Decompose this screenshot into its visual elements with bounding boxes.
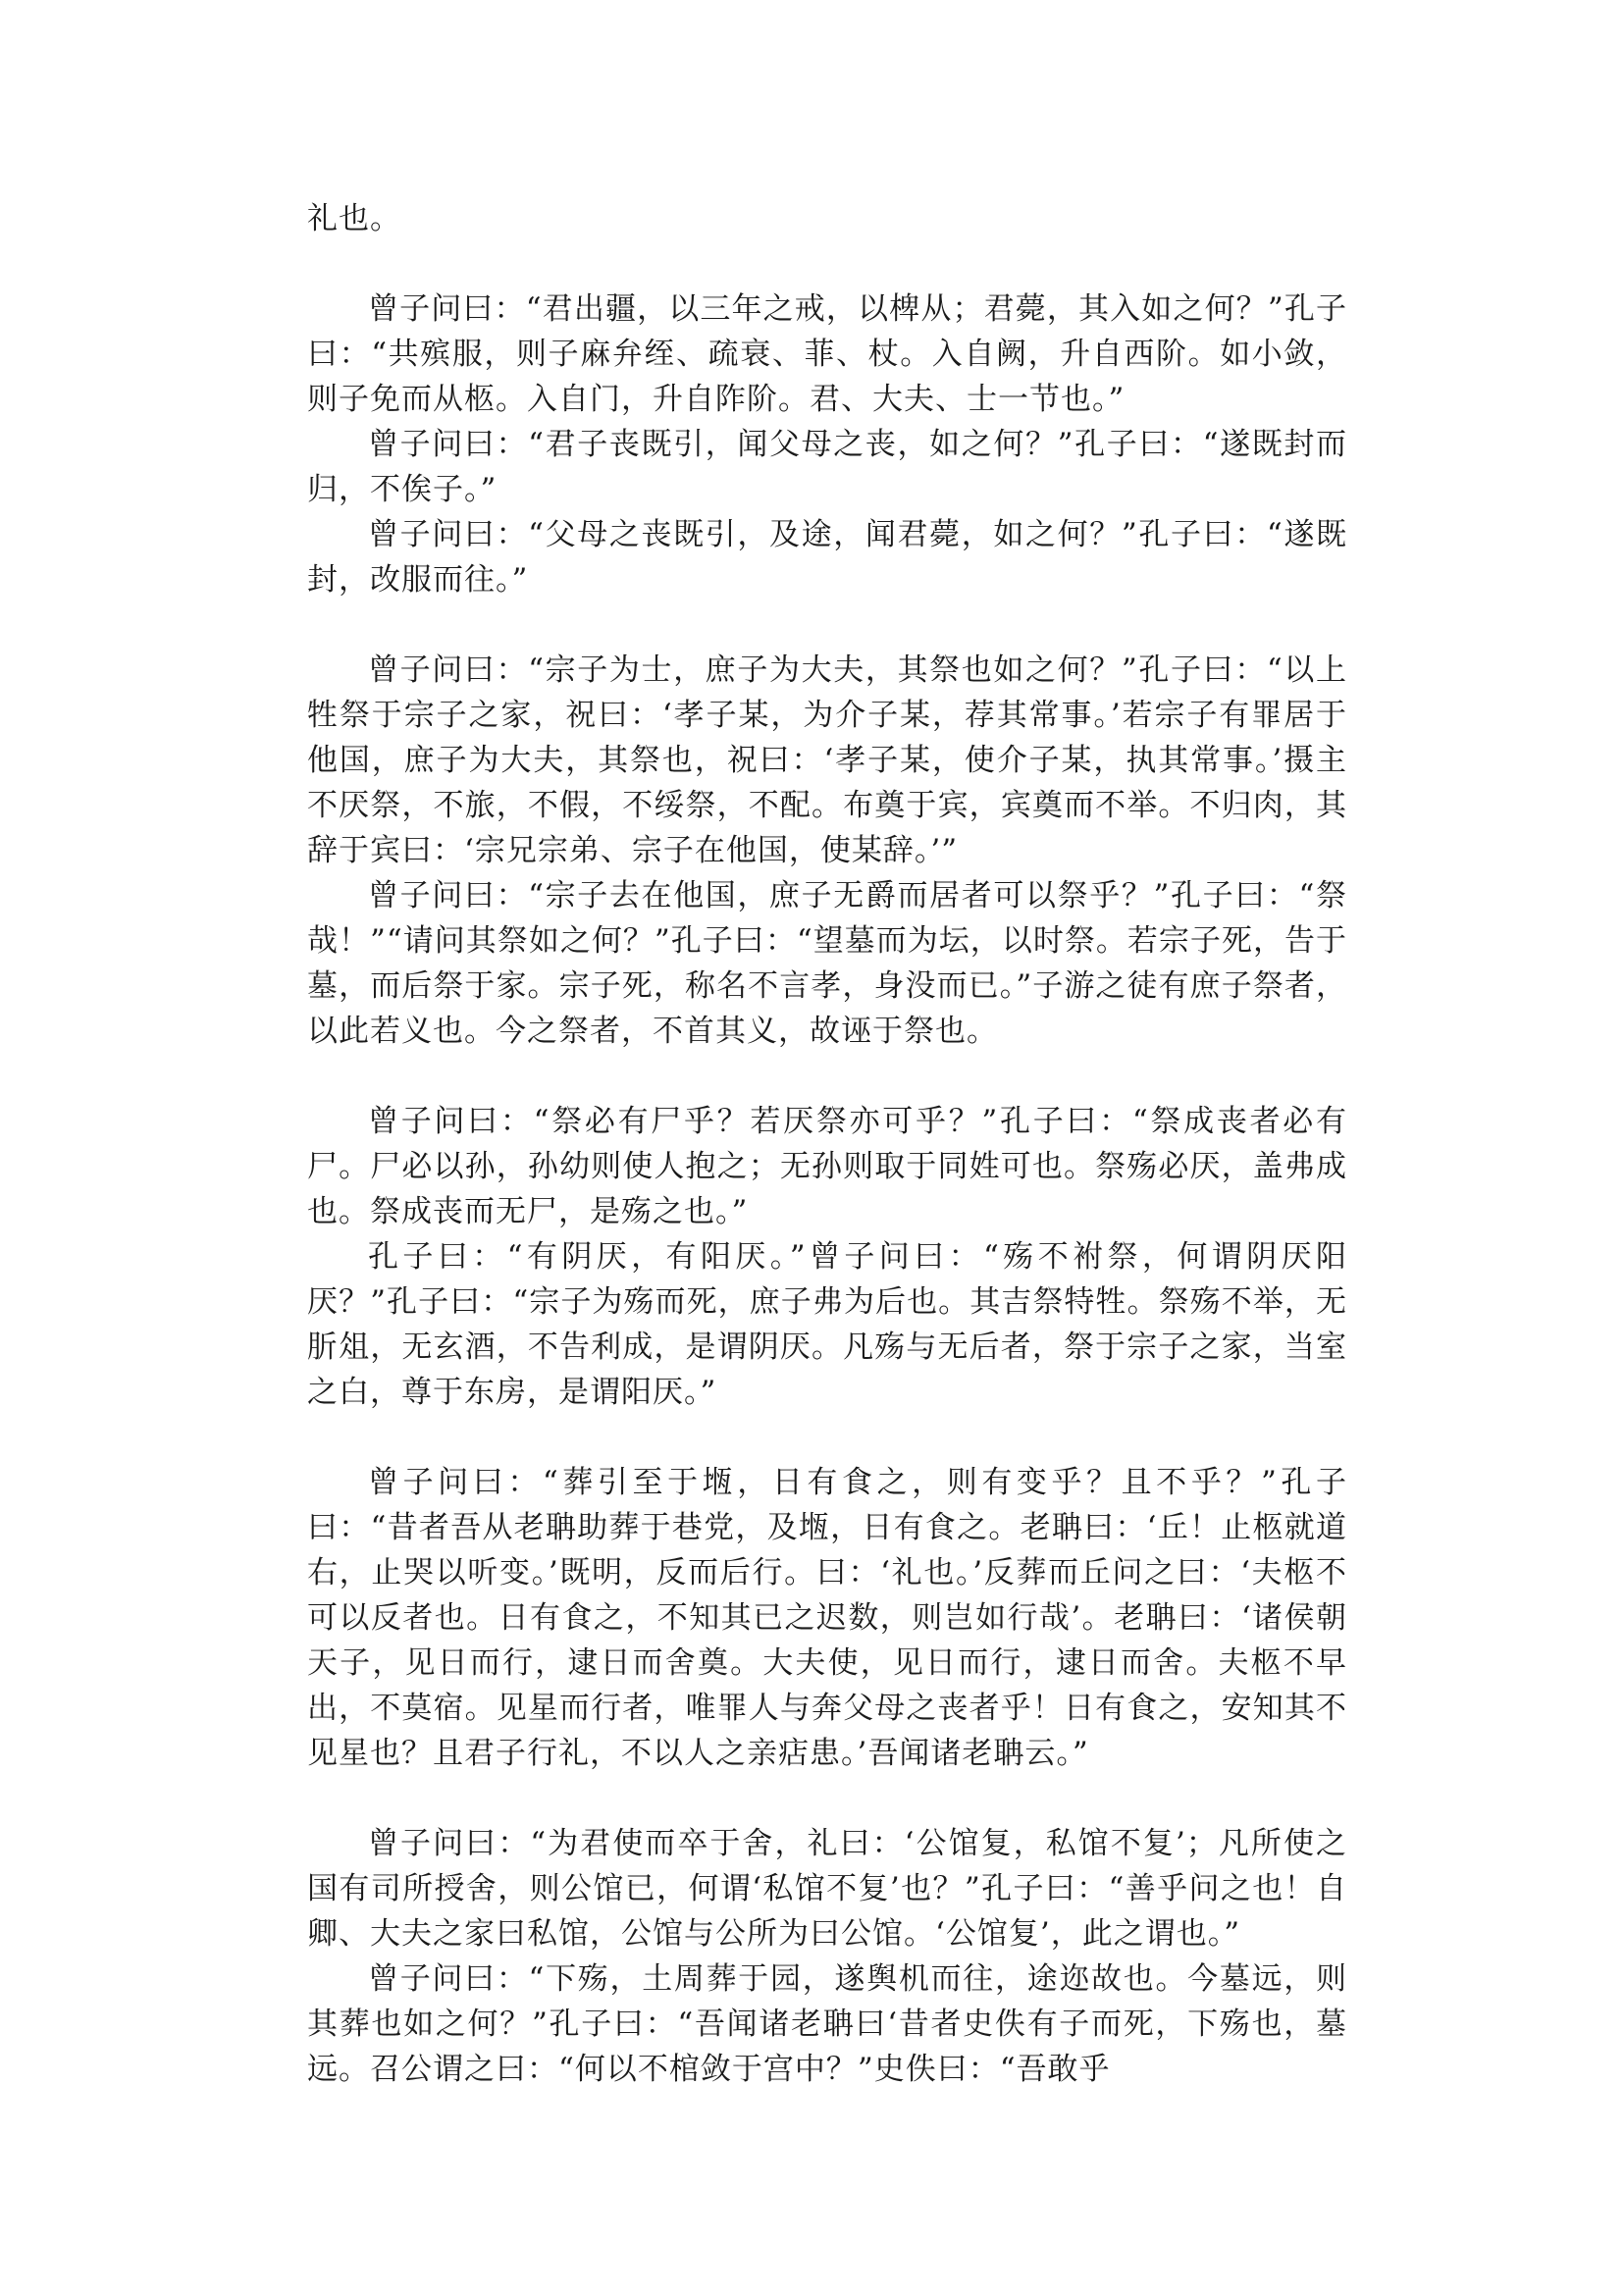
paragraph: 礼也。 xyxy=(307,201,401,236)
paragraph: 曾子问曰：“下殇，土周葬于园，遂舆机而往，途迩故也。今墓远，则其葬也如之何？”孔子曰：“吾闻诸老聃曰‘昔者史佚有子而死，下殇也，墓远。召公谓之曰：“何以不棺敛于宫中？”史佚曰：“吾敢乎 xyxy=(307,1961,1347,2087)
paragraph: 曾子问曰：“君出疆，以三年之戒，以椑从；君薨，其入如之何？”孔子曰：“共殡服，则子麻弁绖、疏衰、菲、杖。入自阙，升自西阶。如小敛，则子免而从柩。入自门，升自阼阶。君、大夫、士一节也。” xyxy=(307,291,1347,417)
paragraph: 曾子问曰：“宗子为士，庶子为大夫，其祭也如之何？”孔子曰：“以上牲祭于宗子之家，祝曰：‘孝子某，为介子某，荐其常事。’若宗子有罪居于他国，庶子为大夫，其祭也，祝曰：‘孝子某，使介子某，执其常事。’摄主不厌祭，不旅，不假，不绥祭，不配。布奠于宾，宾奠而不举。不归肉，其辞于宾曰：‘宗兄宗弟、宗子在他国，使某辞。’” xyxy=(307,652,1347,868)
paragraph-gap xyxy=(307,1415,1347,1460)
paragraph: 曾子问曰：“葬引至于堩，日有食之，则有变乎？且不乎？”孔子曰：“昔者吾从老聃助葬于巷党，及堩，日有食之。老聃曰：‘丘！止柩就道右，止哭以听变。’既明，反而后行。曰：‘礼也。’反葬而丘问之曰：‘夫柩不可以反者也。日有食之，不知其已之迟数，则岂如行哉’。老聃曰：‘诸侯朝天子，见日而行，逮日而舍奠。大夫使，见日而行，逮日而舍。夫柩不早出，不莫宿。见星而行者，唯罪人与奔父母之丧者乎！日有食之，安知其不见星也？且君子行礼，不以人之亲痁患。’吾闻诸老聃云。” xyxy=(307,1465,1347,1771)
paragraph: 曾子问曰：“君子丧既引，闻父母之丧，如之何？”孔子曰：“遂既封而归，不俟子。” xyxy=(307,427,1347,507)
paragraph-gap xyxy=(307,241,1347,287)
paragraph: 曾子问曰：“宗子去在他国，庶子无爵而居者可以祭乎？”孔子曰：“祭哉！”“请问其祭如之何？”孔子曰：“望墓而为坛，以时祭。若宗子死，告于墓，而后祭于家。宗子死，称名不言孝，身没而已。”子游之徒有庶子祭者，以此若义也。今之祭者，不首其义，故诬于祭也。 xyxy=(307,878,1347,1049)
paragraph-gap xyxy=(307,1776,1347,1821)
paragraph: 曾子问曰：“为君使而卒于舍，礼曰：‘公馆复，私馆不复’；凡所使之国有司所授舍，则公馆已，何谓‘私馆不复’也？”孔子曰：“善乎问之也！自卿、大夫之家曰私馆，公馆与公所为曰公馆。‘公馆复’，此之谓也。” xyxy=(307,1826,1347,1952)
paragraph-gap xyxy=(307,602,1347,648)
paragraph-gap xyxy=(307,1054,1347,1099)
document-body xyxy=(307,196,1347,2092)
paragraph: 曾子问曰：“父母之丧既引，及途，闻君薨，如之何？”孔子曰：“遂既封，改服而往。” xyxy=(307,517,1347,598)
paragraph: 曾子问曰：“祭必有尸乎？若厌祭亦可乎？”孔子曰：“祭成丧者必有尸。尸必以孙，孙幼则使人抱之；无孙则取于同姓可也。祭殇必厌，盖弗成也。祭成丧而无尸，是殇之也。” xyxy=(307,1104,1347,1229)
paragraph: 孔子曰：“有阴厌，有阳厌。”曾子问曰：“殇不袝祭，何谓阴厌阳厌？”孔子曰：“宗子为殇而死，庶子弗为后也。其吉祭特牲。祭殇不举，无肵俎，无玄酒，不告利成，是谓阴厌。凡殇与无后者，祭于宗子之家，当室之白，尊于东房，是谓阳厌。” xyxy=(307,1239,1347,1410)
